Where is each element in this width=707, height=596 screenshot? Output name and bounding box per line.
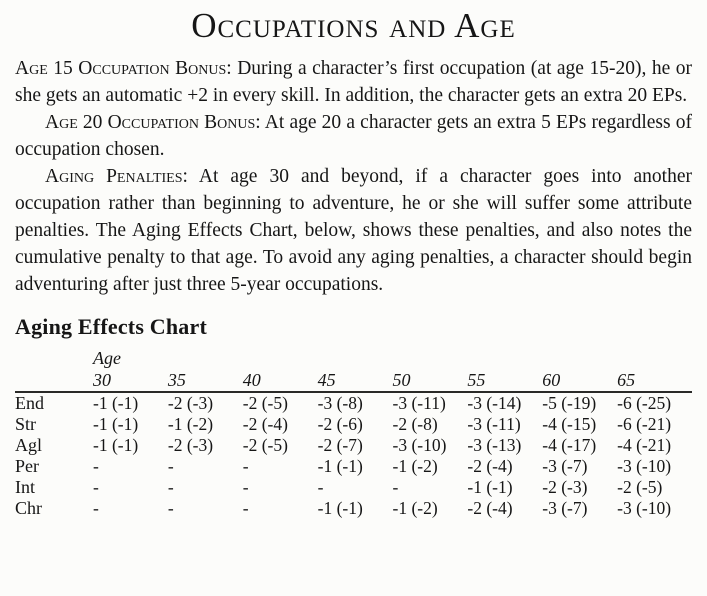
cell-end-55: -3 (-14) xyxy=(467,393,522,413)
age-columns-spacer xyxy=(15,369,93,392)
cell-agl-55: -3 (-13) xyxy=(467,435,522,455)
cell-per-65: -3 (-10) xyxy=(617,456,672,476)
cell-int-40: - xyxy=(242,477,249,497)
cell-str-35: -1 (-2) xyxy=(167,414,214,434)
paragraph-age15-bonus xyxy=(15,55,692,109)
cell-int-60: -2 (-3) xyxy=(542,477,588,497)
paragraph-text-aging-penalties: At age 30 and beyond, if a character goes into another occupation rather than beginning to adventure, he or she will suffer some attribute penalties. The Aging Effects Chart, below, shows these penalties, and also notes the cumulative penalty to that age. To avoid any aging penalties, a character should begin adventuring after just three 5-year occupations. xyxy=(15,166,692,295)
cell-end-40: -2 (-5) xyxy=(242,393,288,413)
age-column-35: 35 xyxy=(168,369,243,392)
cell-str-30: -1 (-1) xyxy=(93,414,139,434)
cell-agl-45: -2 (-7) xyxy=(317,435,363,455)
cell-str-65: -6 (-21) xyxy=(617,414,672,434)
cell-int-35: - xyxy=(167,477,174,497)
cell-end-45: -3 (-8) xyxy=(317,393,363,413)
cell-end-50: -3 (-11) xyxy=(392,393,446,413)
paragraph-aging-penalties xyxy=(15,163,692,298)
cell-str-60: -4 (-15) xyxy=(542,414,597,434)
cell-str-55: -3 (-11) xyxy=(467,414,521,434)
cell-int-45: - xyxy=(317,477,324,497)
age-column-60: 60 xyxy=(542,369,617,392)
run-in-heading-aging-penalties: Aging Penalties: xyxy=(45,166,188,187)
row-label-str: Str xyxy=(15,414,37,434)
row-label-per: Per xyxy=(15,456,39,476)
paragraph-text-age20: At age 20 a character gets an extra 5 EPs regardless of occupation chosen. xyxy=(15,112,692,160)
cell-end-35: -2 (-3) xyxy=(167,393,214,413)
table-row-str xyxy=(15,414,692,435)
page-title: Occupations and Age xyxy=(191,6,516,45)
age-column-50: 50 xyxy=(393,369,468,392)
cell-chr-45: -1 (-1) xyxy=(317,498,363,518)
cell-agl-40: -2 (-5) xyxy=(242,435,288,455)
paragraph-text-age15: During a character’s first occupation (at age 15-20), he or she gets an automatic +2 in every skill. In addition, the character gets an extra 20 EPs. xyxy=(15,58,692,106)
cell-per-35: - xyxy=(167,456,174,476)
age-label-spacer xyxy=(15,347,93,369)
cell-str-40: -2 (-4) xyxy=(242,414,288,434)
cell-chr-50: -1 (-2) xyxy=(392,498,438,518)
paragraph-age20-bonus xyxy=(15,109,692,163)
age-columns-row xyxy=(15,369,692,392)
row-label-agl: Agl xyxy=(15,435,42,455)
cell-str-45: -2 (-6) xyxy=(317,414,363,434)
cell-end-60: -5 (-19) xyxy=(542,393,597,413)
age-column-55: 55 xyxy=(467,369,542,392)
age-column-40: 40 xyxy=(243,369,318,392)
cell-agl-35: -2 (-3) xyxy=(167,435,214,455)
cell-chr-60: -3 (-7) xyxy=(542,498,588,518)
cell-per-45: -1 (-1) xyxy=(317,456,363,476)
cell-int-50: - xyxy=(392,477,399,497)
cell-chr-35: - xyxy=(167,498,174,518)
cell-per-55: -2 (-4) xyxy=(467,456,513,476)
cell-agl-30: -1 (-1) xyxy=(93,435,139,455)
row-label-chr: Chr xyxy=(15,498,42,518)
cell-end-65: -6 (-25) xyxy=(617,393,672,413)
table-row-per xyxy=(15,456,692,477)
cell-int-55: -1 (-1) xyxy=(467,477,513,497)
cell-int-30: - xyxy=(93,477,99,497)
age-column-30: 30 xyxy=(93,369,168,392)
cell-per-50: -1 (-2) xyxy=(392,456,438,476)
cell-chr-55: -2 (-4) xyxy=(467,498,513,518)
row-label-int: Int xyxy=(15,477,35,497)
cell-int-65: -2 (-5) xyxy=(617,477,663,497)
cell-chr-40: - xyxy=(242,498,249,518)
cell-agl-65: -4 (-21) xyxy=(617,435,672,455)
age-label-filler xyxy=(168,347,692,369)
run-in-heading-age15: Age 15 Occupation Bonus: xyxy=(15,58,232,79)
row-label-end: End xyxy=(15,393,44,413)
table-row-chr xyxy=(15,498,692,519)
cell-end-30: -1 (-1) xyxy=(93,393,139,413)
age-label-row xyxy=(15,347,692,369)
cell-per-60: -3 (-7) xyxy=(542,456,588,476)
cell-chr-65: -3 (-10) xyxy=(617,498,672,518)
cell-agl-60: -4 (-17) xyxy=(542,435,597,455)
run-in-heading-age20: Age 20 Occupation Bonus: xyxy=(45,112,261,133)
chart-heading: Aging Effects Chart xyxy=(15,314,207,339)
aging-effects-table xyxy=(15,347,692,519)
age-column-45: 45 xyxy=(318,369,393,392)
age-column-65: 65 xyxy=(617,369,692,392)
table-row-agl xyxy=(15,435,692,456)
age-label: Age xyxy=(93,348,121,368)
table-row-end xyxy=(15,392,692,414)
cell-agl-50: -3 (-10) xyxy=(392,435,447,455)
cell-per-40: - xyxy=(242,456,249,476)
cell-chr-30: - xyxy=(93,498,99,518)
cell-per-30: - xyxy=(93,456,99,476)
table-row-int xyxy=(15,477,692,498)
cell-str-50: -2 (-8) xyxy=(392,414,438,434)
